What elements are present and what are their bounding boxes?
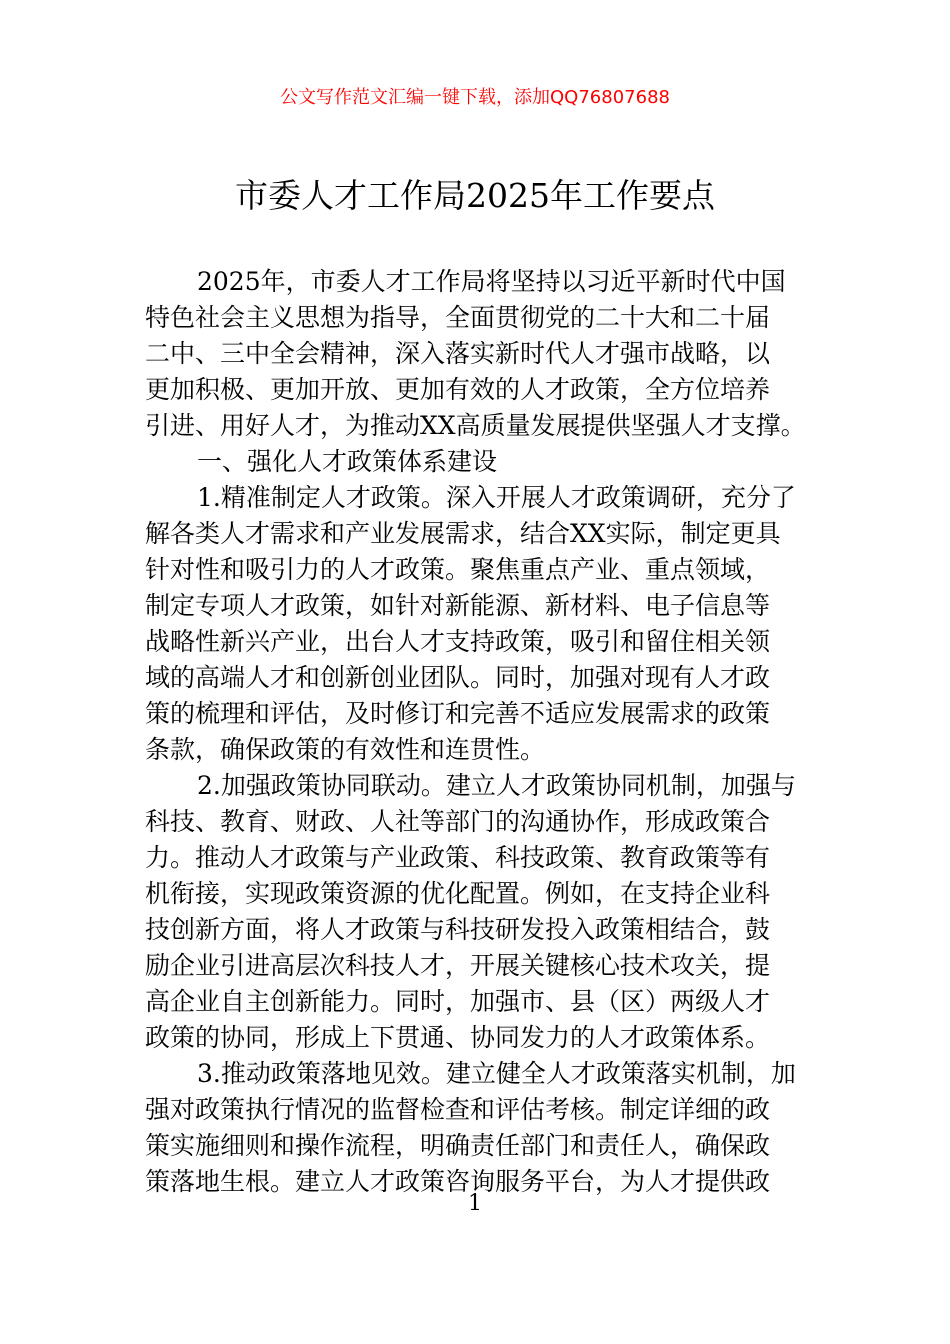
body-line: 励企业引进高层次科技人才，开展关键核心技术攻关，提 [145, 951, 771, 980]
body-line: 高企业自主创新能力。同时，加强市、县（区）两级人才 [145, 987, 771, 1016]
body-line: 强对政策执行情况的监督检查和评估考核。制定详细的政 [145, 1095, 771, 1124]
body-line: 解各类人才需求和产业发展需求，结合XX实际，制定更具 [145, 519, 781, 548]
header-banner: 公文写作范文汇编一键下载，添加QQ76807688 [280, 87, 670, 108]
body-line: 2.加强政策协同联动。建立人才政策协同机制，加强与 [197, 771, 796, 800]
body-line: 2025年，市委人才工作局将坚持以习近平新时代中国 [197, 267, 786, 296]
body-line: 更加积极、更加开放、更加有效的人才政策，全方位培养 [145, 375, 771, 404]
body-line: 科技、教育、财政、人社等部门的沟通协作，形成政策合 [145, 807, 771, 836]
body-line: 战略性新兴产业，出台人才支持政策，吸引和留住相关领 [145, 627, 771, 656]
body-line: 二中、三中全会精神，深入落实新时代人才强市战略，以 [145, 339, 771, 368]
body-line: 政策的协同，形成上下贯通、协同发力的人才政策体系。 [145, 1023, 771, 1052]
document-title: 市委人才工作局2025年工作要点 [235, 176, 715, 215]
body-line: 技创新方面，将人才政策与科技研发投入政策相结合，鼓 [145, 915, 771, 944]
body-line: 域的高端人才和创新创业团队。同时，加强对现有人才政 [145, 663, 771, 692]
section-heading: 一、强化人才政策体系建设 [197, 447, 498, 476]
body-line: 3.推动政策落地见效。建立健全人才政策落实机制，加 [197, 1059, 796, 1088]
body-line: 特色社会主义思想为指导，全面贯彻党的二十大和二十届 [145, 303, 771, 332]
body-line: 1.精准制定人才政策。深入开展人才政策调研，充分了 [197, 483, 796, 512]
body-line: 策落地生根。建立人才政策咨询服务平台，为人才提供政 [145, 1167, 771, 1196]
page-number: 1 [468, 1191, 482, 1216]
body-line: 策的梳理和评估，及时修订和完善不适应发展需求的政策 [145, 699, 771, 728]
body-line: 机衔接，实现政策资源的优化配置。例如，在支持企业科 [145, 879, 771, 908]
body-line: 力。推动人才政策与产业政策、科技政策、教育政策等有 [145, 843, 771, 872]
body-line: 策实施细则和操作流程，明确责任部门和责任人，确保政 [145, 1131, 771, 1160]
body-line: 针对性和吸引力的人才政策。聚焦重点产业、重点领域， [145, 555, 771, 584]
body-line: 引进、用好人才，为推动XX高质量发展提供坚强人才支撑。 [145, 411, 806, 440]
body-line: 制定专项人才政策，如针对新能源、新材料、电子信息等 [145, 591, 771, 620]
document-body [145, 264, 815, 1200]
body-line: 条款，确保政策的有效性和连贯性。 [145, 735, 546, 764]
